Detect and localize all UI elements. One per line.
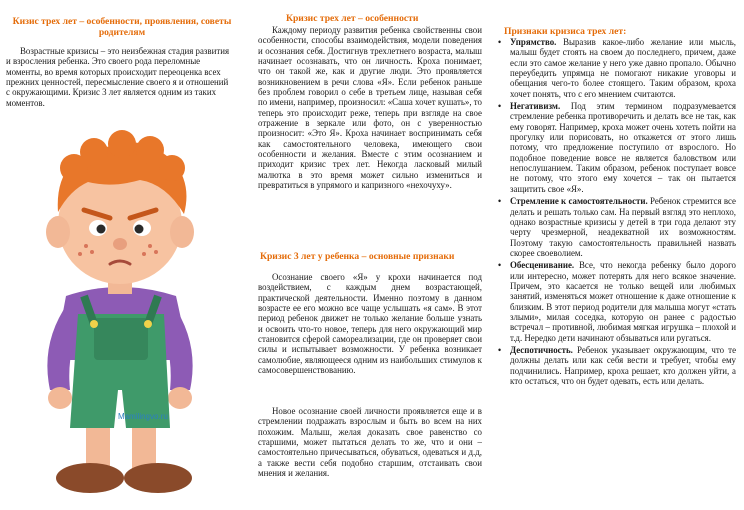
features-paragraph: Каждому периоду развития ребенка свойственны свои особенности, способы взаимодействия, модели поведения и осознания себя. Достигнув трехлетнего возраста, малыш начинает осознавать, что он личность. Кроха понимает, что он такой же, как и другие люди. Это проявляется возникновением в речи слова «Я». Если ребенок раньше без проблем говорил о себе в третьем лице, называя себя по имени, например, произносил: «Саша хочет кушать», то теперь это происходит реже, теперь при взгляде на свое отражение в зеркале или фото, он с уверенностью произносит: «Это Я». Кроха начинает воспринимать себя как самостоятельного человека, имеющего свои особенности и желания. Вместе с этим осознанием и приходит кризис трех лет. Некогда ласковый милый малютка в это время может сильно измениться и превратиться в упрямого и капризного «нехочуху». (258, 25, 482, 191)
bullet-icon: • (498, 260, 502, 271)
left-shoe (56, 463, 124, 493)
signs-heading: Кризис 3 лет у ребенка – основные признаки (260, 251, 455, 262)
list-item (492, 345, 736, 386)
features-heading: Кризис трех лет – особенности (286, 13, 419, 24)
right-shoe (124, 463, 192, 493)
list-item (492, 37, 736, 99)
bullet-icon: • (498, 344, 502, 355)
item-term: Стремление к самостоятельности. (510, 196, 648, 207)
bullet-icon: • (498, 101, 502, 112)
item-text: Под этим термином подразумевается стремление ребенка противоречить и делать все не так, как ему говорят. Например, кроха может очень хотеть пойти на прогулку или порисовать, но откажется от этого лишь потому, что предложение поступило от взрослого. Но подобное поведение вовсе не является баловством или непослушанием. Таким образом, ребенок поступает вовсе не потому, что этого ему хочется – так он пытается защитить свое «Я». (510, 101, 736, 194)
symptoms-heading: Признаки кризиса трех лет: (504, 26, 627, 37)
item-term: Упрямство. (510, 37, 557, 47)
item-text: Выразив какое-либо желание или мысль, малыш будет стоять на своем до последнего, причем, даже если это самое желание у него уже давно пропало. Обычно переубедить упрямца не помогают никакие уговоры и обещания чего-то более стоящего. Таким образом, кроха хочет понять, что с его мнением считаются. (510, 37, 737, 99)
bullet-icon: • (498, 196, 502, 207)
watermark: Mamilingvo.ru (118, 412, 168, 421)
bullet-icon: • (498, 37, 502, 47)
list-item (492, 101, 736, 194)
item-text: Ребенок указывает окружающим, что те должны делать или как себя вести и требует, чтобы ему подчинились. Например, кроха решает, кто должен уйти, а кто остаться, что он будет одевать, есть или делать. (510, 344, 737, 386)
column-intro (0, 0, 240, 510)
intro-paragraph: Возрастные кризисы – это неизбежная стадия развития и взросления ребенка. Это своего рода переломные моменты, во время которых происходит переоценка всех прежних ценностей, пересмысление своего я и отношений с окружающими. Кризис 3 лет является одним из таких моментов. (6, 46, 230, 108)
intro-heading: Кизис трех лет – особенности, проявления, советы родителям (12, 16, 232, 38)
symptoms-list (492, 37, 736, 388)
item-term: Обесценивание. (510, 260, 575, 271)
item-term: Деспотичность. (510, 344, 573, 355)
signs-paragraph-2: Новое осознание своей личности проявляется еще и в стремлении подражать взрослым и быть во всем на них похожим. Малыш, желая доказать свое равенство со старшими, может пытаться делать то же, что и они – самостоятельно причесываться, обуваться, одеваться и д.д, а также вести себя подобно старшим, отстаивать свои мнения и желания. (258, 406, 482, 479)
item-text: Ребенок стремится все делать и решать только сам. На первый взгляд это неплохо, однако возрастные кризисы у детей в три года делают эту черту чрезмерной, неадекватной их возможностям. Поэтому такую самостоятельность правильней назвать скорее своеволием. (510, 196, 736, 258)
column-symptoms (492, 0, 744, 510)
overalls-pocket (94, 318, 148, 360)
item-text: Все, что некогда ребенку было дорого или интересно, может потерять для него всякое значение. Причем, это касается не только вещей или любимых занятий, изменяться может отношение к даже отношение к близким. В этот период родители для малыша могут «стать злыми», милая соседка, которую он ранее с радостью встречал – противной, любимая мягкая игрушка – плохой и т.д. Нередко дети начинают обзываться или ругаться. (510, 260, 736, 343)
list-item (492, 260, 736, 343)
item-term: Негативизм. (510, 101, 561, 112)
signs-paragraph-1: Осознание своего «Я» у крохи начинается под воздействием, с каждым днем возрастающей, практической деятельности. Именно поэтому в данном возрасте ее его можно все чаще услышать «я сам». В этот период ребенок движет не только желание больше узнать и освоить что-то новое, теперь для него окружающий мир становится сферой самореализации, где он проверяет свои силы и испытывает возможности. У ребенка возникает самолюбие, являющееся одним из наибольших стимулов к самосовершенствованию. (258, 272, 482, 376)
column-features (258, 0, 482, 510)
right-hand (168, 387, 192, 409)
left-hand (48, 387, 72, 409)
list-item (492, 196, 736, 258)
boy-illustration (14, 128, 224, 506)
